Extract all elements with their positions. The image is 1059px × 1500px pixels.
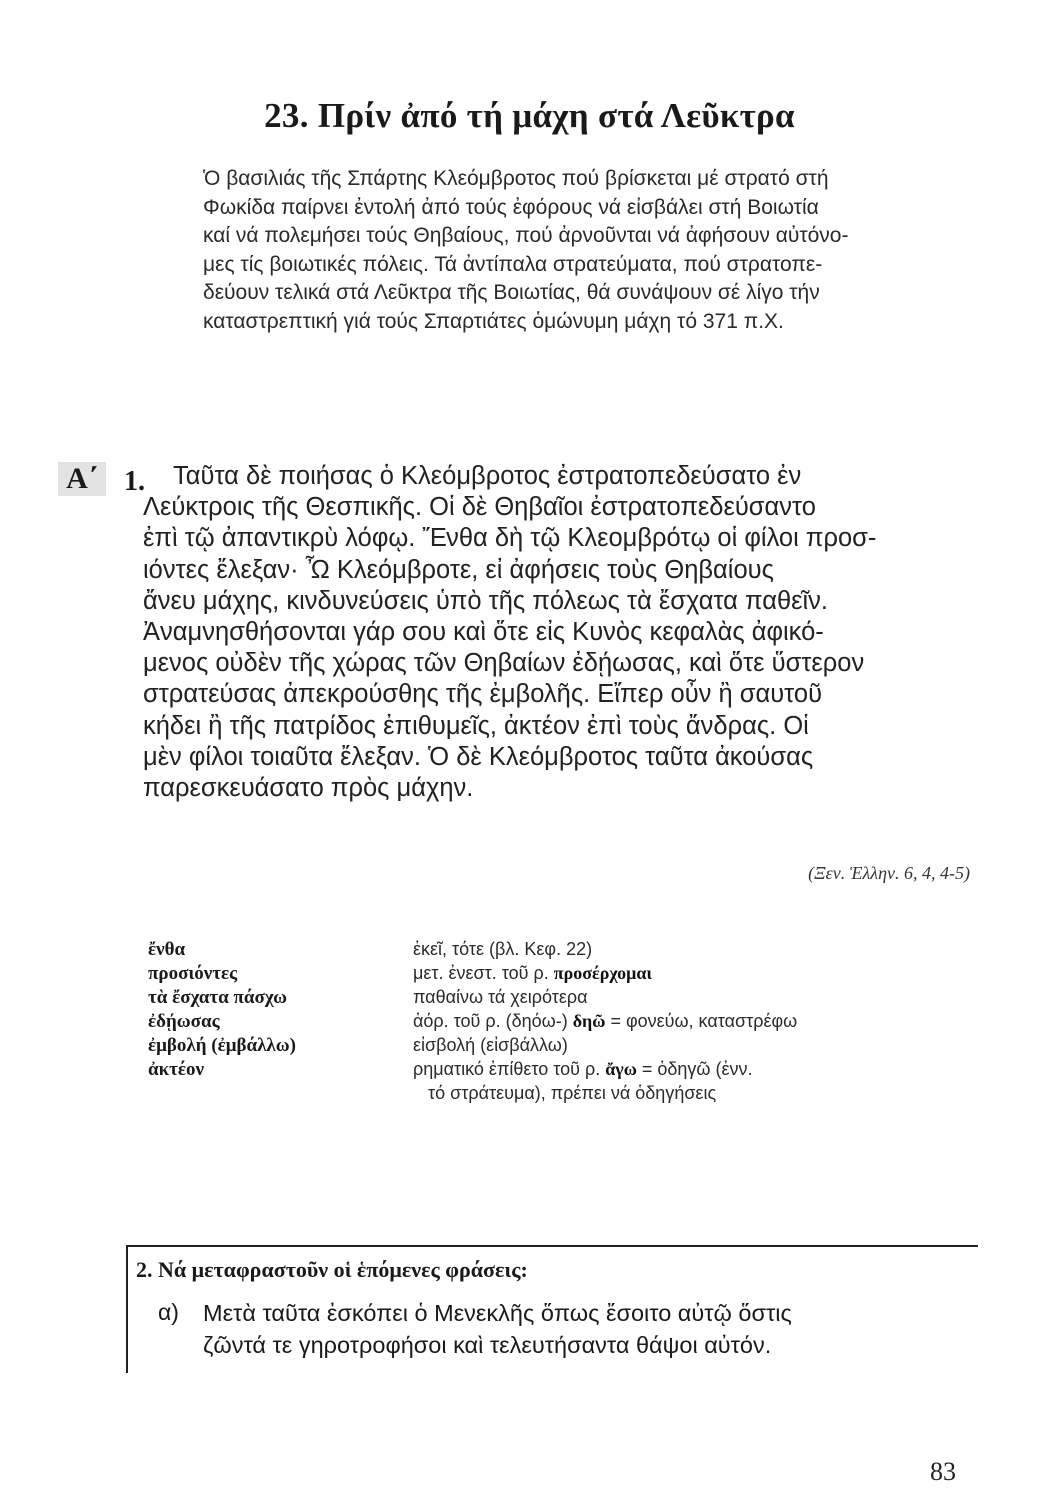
- definition-text: μετ. ἐνεστ. τοῦ ρ.: [413, 963, 554, 983]
- glossary-continuation: τό στράτευμα), πρέπει νά ὁδηγήσεις: [428, 1083, 717, 1103]
- exercise-line: ζῶντά τε γηροτροφήσοι καὶ τελευτήσαντα θάψοι αὐτόν.: [203, 1332, 772, 1358]
- passage-line: κήδει ἢ τῆς πατρίδος ἐπιθυμεῖς, ἀκτέον ἐπὶ τοὺς ἄνδρας. Οἱ: [143, 711, 809, 740]
- definition-bold: προσέρχομαι: [553, 963, 652, 983]
- passage-line: Λεύκτροις τῆς Θεσπικῆς. Οἱ δὲ Θηβαῖοι ἐστρατοπεδεύσαντο: [143, 493, 816, 522]
- passage-line: Ἀναμνησθήσονται γάρ σου καὶ ὅτε εἰς Κυνὸς κεφαλὰς ἀφικό-: [143, 618, 824, 647]
- definition-text: = φονεύω, καταστρέφω: [605, 1011, 798, 1031]
- page-number: 83: [930, 1457, 956, 1486]
- exercise-box: [126, 1245, 978, 1373]
- definition-bold: ἄγω: [605, 1059, 637, 1079]
- intro-line: καταστρεπτική γιά τούς Σπαρτιάτες ὁμώνυμη μάχη τό 371 π.Χ.: [203, 309, 784, 333]
- definition-bold: δηῶ: [572, 1011, 606, 1031]
- intro-line: Ὁ βασιλιάς τῆς Σπάρτης Κλεόμβροτος πού βρίσκεται μέ στρατό στή: [203, 167, 829, 190]
- intro-line: Φωκίδα παίρνει ἐντολή ἀπό τούς ἐφόρους νά εἰσβάλει στή Βοιωτία: [203, 195, 819, 219]
- exercise-text: [203, 1297, 963, 1361]
- glossary-term: προσιόντες: [148, 963, 238, 984]
- definition-text: εἰσβολή (εἰσβάλλω): [413, 1035, 568, 1055]
- passage-line: Ταῦτα δὲ ποιήσας ὁ Κλεόμβροτος ἐστρατοπεδεύσατο ἐν: [173, 462, 802, 490]
- exercise-item-label: α): [158, 1299, 179, 1325]
- definition-text: ρηματικό ἐπίθετο τοῦ ρ.: [413, 1059, 606, 1079]
- chapter-title: 23. Πρίν ἀπό τή μάχη στά Λεῦκτρα: [264, 96, 795, 135]
- passage-line: παρεσκευάσατο πρὸς μάχην.: [143, 774, 474, 803]
- passage-line: στρατεύσας ἀπεκρούσθης τῆς ἐμβολῆς. Εἴπερ οὖν ἢ σαυτοῦ: [143, 680, 823, 709]
- source-citation: (Ξεν. Ἑλλην. 6, 4, 4-5): [808, 863, 970, 883]
- glossary-definition: [413, 1059, 753, 1080]
- glossary-term: ἀκτέον: [148, 1059, 205, 1080]
- glossary-definition: [413, 987, 588, 1008]
- passage-line: ἄνευ μάχης, κινδυνεύσεις ὑπὸ τῆς πόλεως τὰ ἔσχατα παθεῖν.: [143, 586, 829, 615]
- intro-line: δεύουν τελικά στά Λεῦκτρα τῆς Βοιωτίας, θά συνάψουν σέ λίγο τήν: [203, 281, 820, 305]
- passage-number: 1.: [124, 466, 145, 497]
- glossary-term: τὰ ἔσχατα πάσχω: [148, 987, 287, 1008]
- intro-paragraph: [203, 165, 973, 337]
- glossary-term: ἐμβολή (ἐμβάλλω): [148, 1035, 296, 1056]
- passage-line: μὲν φίλοι τοιαῦτα ἔλεξαν. Ὁ δὲ Κλεόμβροτος ταῦτα ἀκούσας: [143, 742, 814, 771]
- glossary-definition: [413, 1035, 568, 1056]
- glossary-term: ἐδῄωσας: [148, 1011, 220, 1032]
- exercise-heading: 2. Νά μεταφραστοῦν οἱ ἑπόμενες φράσεις:: [136, 1257, 528, 1282]
- ancient-greek-passage: [143, 461, 973, 804]
- glossary-term: ἔνθα: [148, 939, 186, 960]
- glossary-definition: [413, 963, 652, 984]
- definition-text: = ὁδηγῶ (ἐνν.: [636, 1059, 753, 1079]
- definition-text: ἀόρ. τοῦ ρ. (δηόω-): [413, 1011, 573, 1031]
- definition-text: παθαίνω τά χειρότερα: [413, 987, 588, 1007]
- glossary-definition: [413, 939, 592, 960]
- intro-line: καί νά πολεμήσει τούς Θηβαίους, πού ἀρνοῦνται νά ἀφήσουν αὐτόνο-: [203, 224, 849, 248]
- exercise-line: Μετὰ ταῦτα ἐσκόπει ὁ Μενεκλῆς ὅπως ἔσοιτο αὐτῷ ὅστις: [203, 1300, 792, 1326]
- passage-line: μενος οὐδὲν τῆς χώρας τῶν Θηβαίων ἐδῄωσας, καὶ ὅτε ὕστερον: [143, 649, 865, 678]
- intro-line: μες τίς βοιωτικές πόλεις. Τά ἀντίπαλα στρατεύματα, πού στρατοπε-: [203, 252, 823, 276]
- section-label: Α΄: [58, 462, 106, 496]
- passage-line: ιόντες ἔλεξαν· Ὦ Κλεόμβροτε, εἰ ἀφήσεις τοὺς Θηβαίους: [143, 555, 774, 584]
- definition-text: ἐκεῖ, τότε (βλ. Κεφ. 22): [413, 939, 593, 959]
- passage-line: ἐπὶ τῷ ἀπαντικρὺ λόφῳ. Ἔνθα δὴ τῷ Κλεομβρότῳ οἱ φίλοι προσ-: [143, 524, 877, 553]
- glossary-definition: [413, 1011, 797, 1032]
